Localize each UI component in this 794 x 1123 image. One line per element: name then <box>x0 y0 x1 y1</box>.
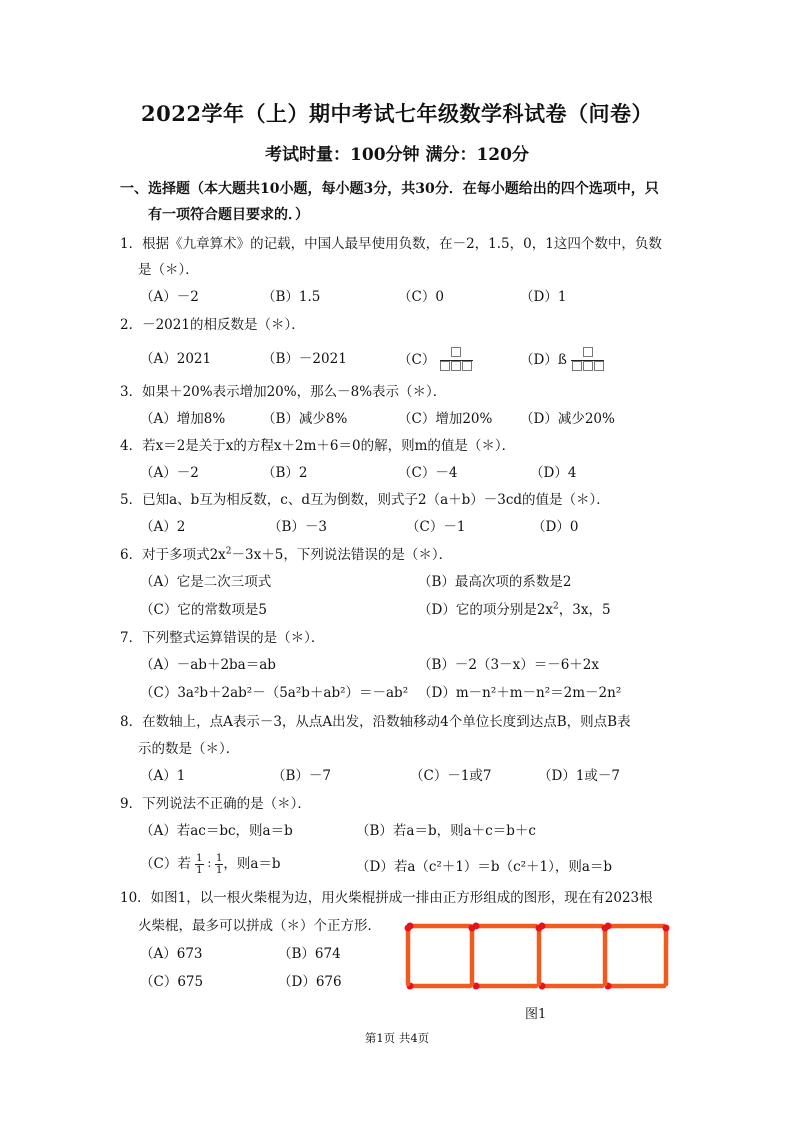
q1-option-a: （A）－2 <box>140 289 199 305</box>
matchstick-figure <box>400 918 675 994</box>
matchstick-head <box>469 925 476 932</box>
q2-option-a: （A）2021 <box>140 351 212 367</box>
q3-option-c: （C）增加20% <box>398 411 493 427</box>
q3-option-d: （D）减少20% <box>520 411 615 427</box>
exam-title: 2022学年（上）期中考试七年级数学科试卷（问卷） <box>141 101 653 126</box>
q4-option-a: （A）－2 <box>140 465 199 481</box>
broken-fraction-glyph <box>571 347 604 374</box>
q1-option-d: （D）1 <box>520 289 567 305</box>
q2-option-c-label: （C） <box>398 352 436 368</box>
question-3-stem: 3．如果＋20%表示增加20%，那么－8%表示（＊）． <box>120 384 447 400</box>
q6-option-d: （D）它的项分别是$2x^2$，3x，5 <box>418 601 611 618</box>
q10-option-c: （C）675 <box>140 974 204 990</box>
figure-caption: 图1 <box>525 1007 547 1022</box>
section-heading-cont: 有一项符合题目要求的．） <box>148 207 309 223</box>
q5-option-b: （B）－3 <box>268 519 328 535</box>
question-8-stem-cont: 示的数是（＊）． <box>138 741 240 757</box>
q3-option-a: （A）增加8% <box>140 411 226 427</box>
q1-option-c: （C）0 <box>398 289 444 305</box>
exam-subtitle: 考试时量：100分钟 满分：120分 <box>265 145 529 165</box>
question-1-stem-cont: 是（＊）． <box>138 262 199 278</box>
q9-option-c-post: ，则a＝b <box>223 856 281 872</box>
question-10-stem: 10．如图1，以一根火柴棍为边，用火柴棍拼成一排由正方形组成的图形，现在有2023根 <box>120 890 653 906</box>
question-4-stem: 4．若x＝2是关于x的方程x＋2m＋6＝0的解，则m的值是（＊）． <box>120 438 516 454</box>
q8-option-a: （A）1 <box>140 768 186 784</box>
q4-option-d: （D）4 <box>530 465 577 481</box>
broken-fraction-glyph <box>440 347 473 374</box>
q9-option-b: （B）若a＝b，则a＋c＝b＋c <box>356 823 536 839</box>
q8-option-b: （B）－7 <box>272 768 332 784</box>
q10-option-d: （D）676 <box>278 974 342 990</box>
q2-option-c <box>398 347 473 374</box>
question-5-stem: 5．已知a、b互为相反数，c、d互为倒数，则式子2（a＋b）－3cd的值是（＊）． <box>120 492 610 508</box>
q9-option-a: （A）若ac＝bc，则a＝b <box>140 823 293 839</box>
q6-stem-pre: 6．对于多项式2x <box>120 547 226 563</box>
q8-option-d: （D）1或－7 <box>538 768 621 784</box>
fraction-glyph: $\frac{1}{1}$ <box>196 853 203 876</box>
matchstick-head <box>405 925 412 932</box>
q9-option-c-pre: （C）若 <box>140 856 191 872</box>
q6-option-d-post: ，3x，5 <box>558 602 611 618</box>
question-7-stem: 7．下列整式运算错误的是（＊）． <box>120 630 325 646</box>
matchstick-head <box>602 925 609 932</box>
q10-option-a: （A）673 <box>140 946 203 962</box>
question-2-stem: 2．－2021的相反数是（＊）． <box>120 317 305 333</box>
question-9-stem: 9．下列说法不正确的是（＊）． <box>120 796 311 812</box>
q8-option-c: （C）－1或7 <box>410 768 492 784</box>
q2-option-b: （B）－2021 <box>262 351 347 367</box>
q6-option-d-pre: （D）它的项分别是2x <box>418 602 554 618</box>
q7-option-a: （A）－ab＋2ba＝ab <box>140 657 276 673</box>
q3-option-b: （B）减少8% <box>262 411 348 427</box>
matchsticks-group <box>405 923 670 990</box>
matchstick-head <box>536 925 543 932</box>
question-8-stem: 8．在数轴上，点A表示－3，从点A出发，沿数轴移动4个单位长度到达点B，则点B表 <box>120 714 631 730</box>
question-10-stem-cont: 火柴棍，最多可以拼成（＊）个正方形． <box>138 918 381 934</box>
q6-option-c: （C）它的常数项是5 <box>140 602 267 618</box>
q10-option-b: （B）674 <box>278 946 341 962</box>
q7-option-c: （C）3a²b＋2ab²－（5a²b＋ab²）＝－ab² <box>140 685 409 701</box>
question-6-stem: 6．对于多项式$2x^2-3x+5$，下列说法错误的是（＊）． <box>120 546 453 563</box>
section-heading: 一、选择题（本大题共10小题，每小题3分，共30分．在每小题给出的四个选项中，只 <box>120 181 659 197</box>
q6-stem-post: －3x＋5，下列说法错误的是（＊）． <box>231 547 453 563</box>
question-1-stem: 1．根据《九章算术》的记载，中国人最早使用负数，在－2，1.5，0，1这四个数中，负数 <box>120 236 662 252</box>
q5-option-d: （D）0 <box>532 519 579 535</box>
q4-option-b: （B）2 <box>262 465 308 481</box>
q5-option-c: （C）－1 <box>406 519 466 535</box>
matchstick-head <box>663 925 670 932</box>
page-footer: 第1页 共4页 <box>364 1031 430 1045</box>
q9-option-d: （D）若a（c²＋1）＝b（c²＋1），则a＝b <box>356 859 613 875</box>
q7-option-d: （D）m－n²＋m－n²＝2m－2n² <box>418 685 622 701</box>
q9-option-c: （C）若 $\frac{1}{1}$ ∶ $\frac{1}{1}$ ，则a＝b <box>140 853 281 876</box>
q7-option-b: （B）－2（3－x）＝－6＋2x <box>418 657 600 673</box>
q5-option-a: （A）2 <box>140 519 186 535</box>
q6-option-b: （B）最高次项的系数是2 <box>418 574 572 590</box>
q4-option-c: （C）－4 <box>398 465 458 481</box>
q2-option-d <box>520 347 604 374</box>
q6-option-a: （A）它是二次三项式 <box>140 574 272 590</box>
fraction-glyph: $\frac{1}{1}$ <box>215 853 223 876</box>
q2-option-d-label: （D）ß <box>520 352 567 368</box>
q1-option-b: （B）1.5 <box>262 289 321 305</box>
